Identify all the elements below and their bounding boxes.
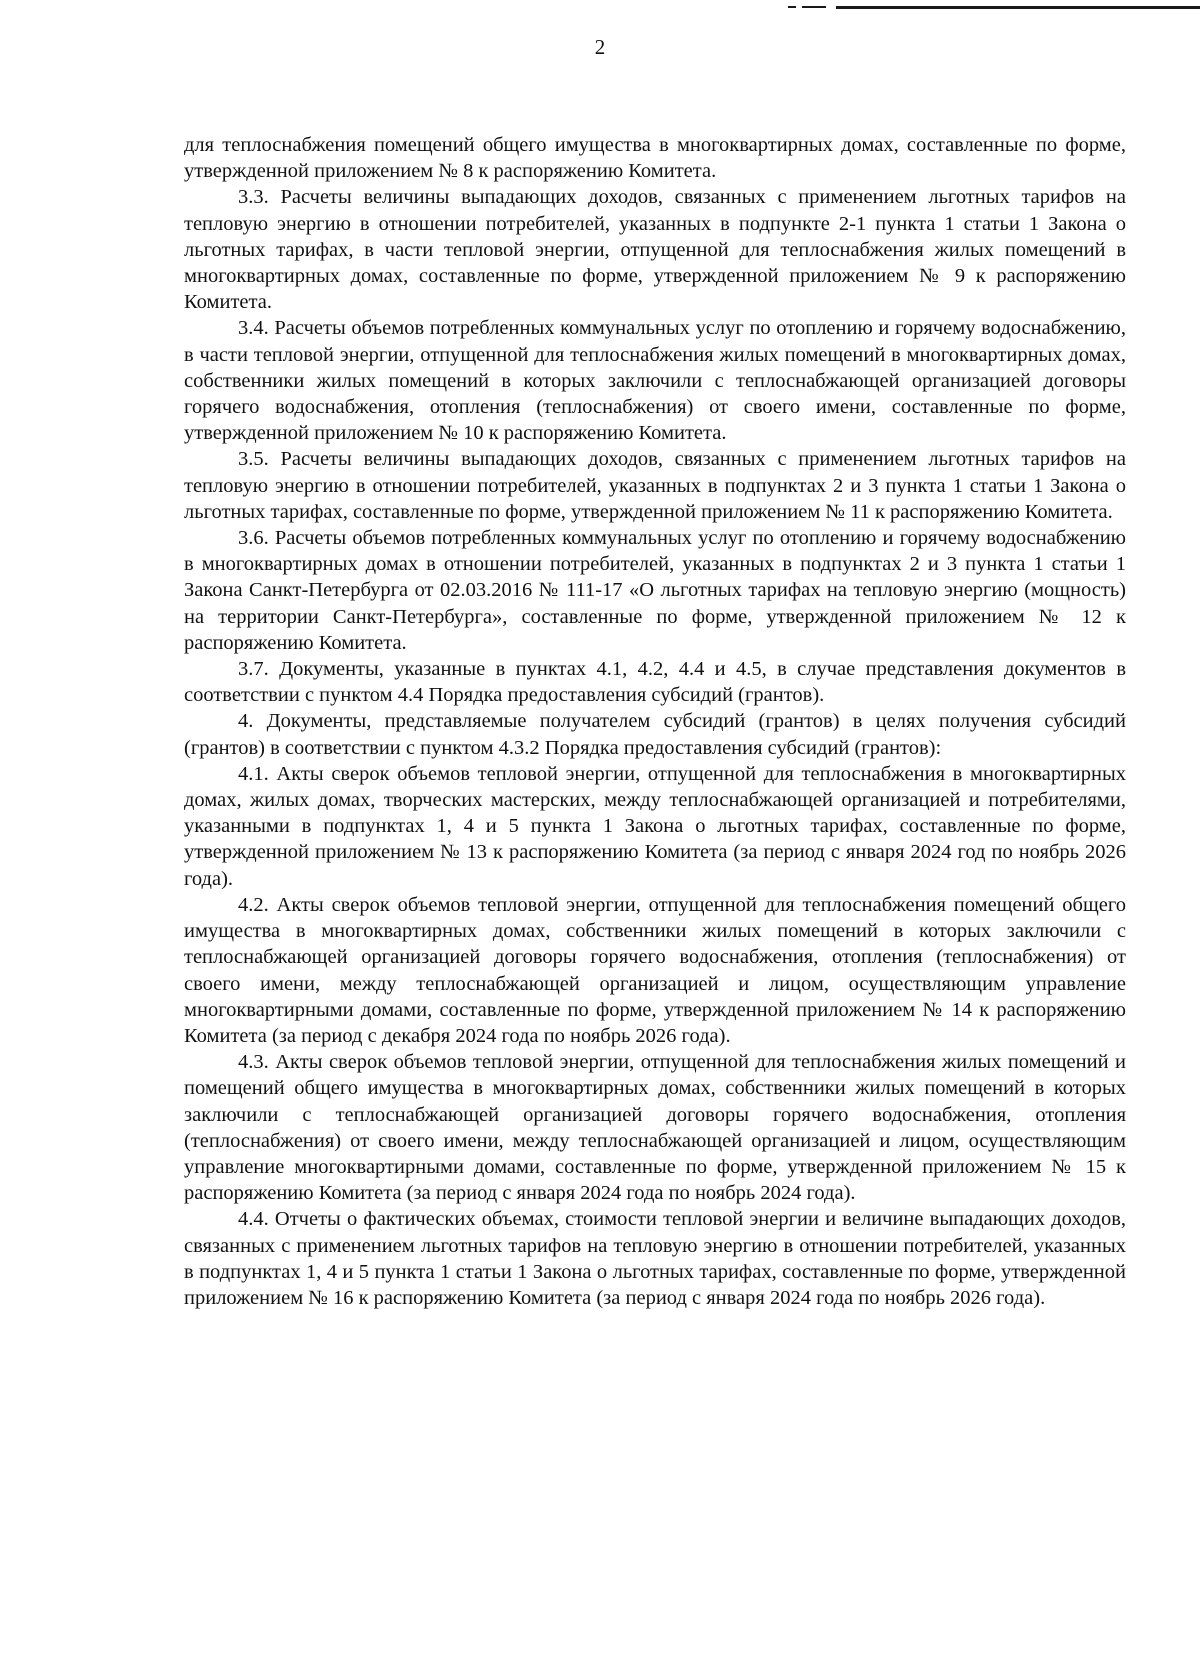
paragraph-3-7: 3.7. Документы, указанные в пунктах 4.1, 4.2, 4.4 и 4.5, в случае представления документов в соответствии с пунктом 4.4 Порядка предоставления субсидий (грантов). xyxy=(184,658,1126,707)
paragraph-continuation: для теплоснабжения помещений общего имущества в многоквартирных домах, составленные по форме, утвержденной приложением № 8 к распоряжению Комитета. xyxy=(184,134,1126,183)
paragraph-3-3: 3.3. Расчеты величины выпадающих доходов, связанных с применением льготных тарифов на тепловую энергию в отношении потребителей, указанных в подпункте 2-1 пункта 1 статьи 1 Закона о льготных тарифах, в части тепловой энергии, отпущенной для теплоснабжения жилых помещений в многоквартирных домах, составленные по форме, утвержденной приложением № 9 к распоряжению Комитета. xyxy=(184,186,1126,314)
paragraph-4-3: 4.3. Акты сверок объемов тепловой энергии, отпущенной для теплоснабжения жилых помещений и помещений общего имущества в многоквартирных домах, собственники жилых помещений в которых заключили с теплоснабжающей организацией договоры горячего водоснабжения, отопления (теплоснабжения) от своего имени, между теплоснабжающей организацией и лицом, осуществляющим управление многоквартирными домами, составленные по форме, утвержденной приложением № 15 к распоряжению Комитета (за период с января 2024 года по ноябрь 2024 года). xyxy=(184,1051,1126,1205)
scan-artifact-line xyxy=(836,6,1200,9)
paragraph-3-5: 3.5. Расчеты величины выпадающих доходов, связанных с применением льготных тарифов на тепловую энергию в отношении потребителей, указанных в подпунктах 2 и 3 пункта 1 статьи 1 Закона о льготных тарифах, составленные по форме, утвержденной приложением № 11 к распоряжению Комитета. xyxy=(184,448,1126,523)
paragraph-4-2: 4.2. Акты сверок объемов тепловой энергии, отпущенной для теплоснабжения помещений общего имущества в многоквартирных домах, собственники жилых помещений в которых заключили с теплоснабжающей организацией договоры горячего водоснабжения, отопления (теплоснабжения) от своего имени, между теплоснабжающей организацией и лицом, осуществляющим управление многоквартирными домами, составленные по форме, утвержденной приложением № 14 к распоряжению Комитета (за период с декабря 2024 года по ноябрь 2026 года). xyxy=(184,893,1126,1047)
paragraph-4-1: 4.1. Акты сверок объемов тепловой энергии, отпущенной для теплоснабжения в многоквартирных домах, жилых домах, творческих мастерских, между теплоснабжающей организацией и потребителями, указанными в подпунктах 1, 4 и 5 пункта 1 Закона о льготных тарифах, составленные по форме, утвержденной приложением № 13 к распоряжению Комитета (за период с января 2024 год по ноябрь 2026 года). xyxy=(184,762,1126,890)
page-number: 2 xyxy=(594,35,606,59)
document-body xyxy=(184,132,1126,1311)
scan-artifact-line xyxy=(788,6,796,8)
scan-artifact-line xyxy=(802,6,826,8)
paragraph-3-4: 3.4. Расчеты объемов потребленных коммунальных услуг по отоплению и горячему водоснабжению, в части тепловой энергии, отпущенной для теплоснабжения жилых помещений в многоквартирных домах, собственники жилых помещений в которых заключили с теплоснабжающей организацией договоры горячего водоснабжения, отопления (теплоснабжения) от своего имени, составленные по форме, утвержденной приложением № 10 к распоряжению Комитета. xyxy=(184,317,1126,445)
paragraph-4-4: 4.4. Отчеты о фактических объемах, стоимости тепловой энергии и величине выпадающих доходов, связанных с применением льготных тарифов на тепловую энергию в отношении потребителей, указанных в подпунктах 1, 4 и 5 пункта 1 статьи 1 Закона о льготных тарифах, составленные по форме, утвержденной приложением № 16 к распоряжению Комитета (за период с января 2024 года по ноябрь 2026 года). xyxy=(184,1208,1126,1309)
paragraph-4: 4. Документы, представляемые получателем субсидий (грантов) в целях получения субсидий (грантов) в соответствии с пунктом 4.3.2 Порядка предоставления субсидий (грантов): xyxy=(184,710,1126,759)
paragraph-3-6: 3.6. Расчеты объемов потребленных коммунальных услуг по отоплению и горячему водоснабжению в многоквартирных домах в отношении потребителей, указанных в подпунктах 2 и 3 пункта 1 статьи 1 Закона Санкт-Петербурга от 02.03.2016 № 111-17 «О льготных тарифах на тепловую энергию (мощность) на территории Санкт-Петербурга», составленные по форме, утвержденной приложением № 12 к распоряжению Комитета. xyxy=(184,527,1126,654)
